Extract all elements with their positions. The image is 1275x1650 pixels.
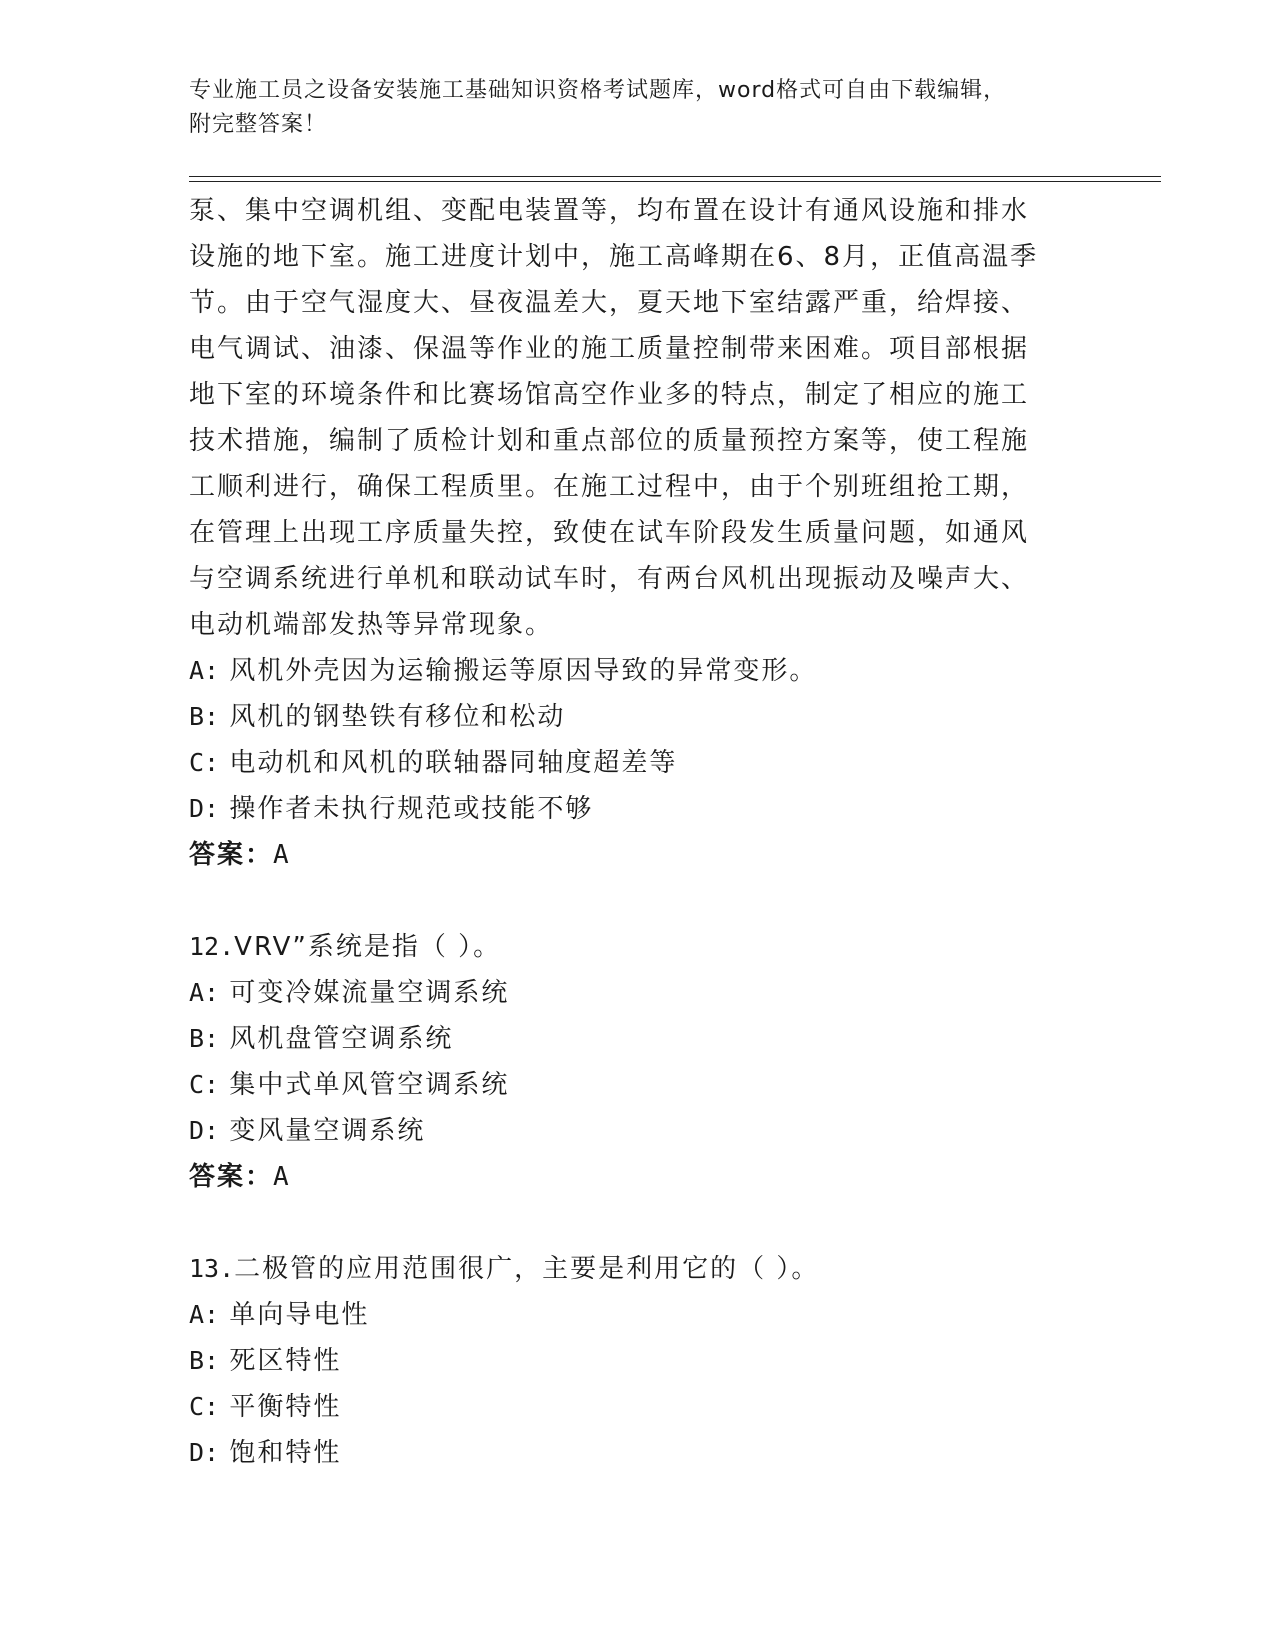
passage-line: 技术措施，编制了质检计划和重点部位的质量预控方案等，使工程施 xyxy=(189,426,1030,456)
option-text: 可变冷媒流量空调系统 xyxy=(229,978,510,1008)
option-key: A: xyxy=(189,1300,220,1329)
option-key: A: xyxy=(189,978,220,1007)
option-text: 单向导电性 xyxy=(229,1300,370,1330)
header-divider-top xyxy=(189,176,1161,177)
spacer xyxy=(189,878,1089,924)
option-key: C: xyxy=(189,1070,220,1099)
option-a xyxy=(189,970,1089,1016)
option-key: A: xyxy=(189,656,220,685)
answer-label: 答案： xyxy=(189,840,274,870)
option-text: 变风量空调系统 xyxy=(229,1116,426,1146)
option-c xyxy=(189,740,1089,786)
option-key: D: xyxy=(189,1116,220,1145)
passage-line: 与空调系统进行单机和联动试车时，有两台风机出现振动及噪声大、 xyxy=(189,564,1030,594)
option-key: B: xyxy=(189,1346,220,1375)
option-text: 风机盘管空调系统 xyxy=(229,1024,454,1054)
option-key: D: xyxy=(189,1438,220,1467)
option-key: B: xyxy=(189,1024,220,1053)
option-b xyxy=(189,1016,1089,1062)
question-12 xyxy=(189,924,1089,970)
option-text: 平衡特性 xyxy=(229,1392,342,1422)
passage-line: 泵、集中空调机组、变配电装置等，均布置在设计有通风设施和排水 xyxy=(189,196,1030,226)
passage-line: 电动机端部发热等异常现象。 xyxy=(189,610,554,640)
document-body xyxy=(189,188,1089,1476)
option-key: C: xyxy=(189,1392,220,1421)
option-a xyxy=(189,1292,1089,1338)
passage-line: 节。由于空气湿度大、昼夜温差大，夏天地下室结露严重，给焊接、 xyxy=(189,288,1030,318)
header-divider-bottom xyxy=(189,181,1161,182)
option-text: 电动机和风机的联轴器同轴度超差等 xyxy=(229,748,678,778)
option-key: B: xyxy=(189,702,220,731)
option-key: C: xyxy=(189,748,220,777)
option-b xyxy=(189,694,1089,740)
answer-value: A xyxy=(273,1162,291,1192)
passage-line: 地下室的环境条件和比赛场馆高空作业多的特点，制定了相应的施工 xyxy=(189,380,1030,410)
question-stem: 二极管的应用范围很广，主要是利用它的（ ）。 xyxy=(234,1254,820,1284)
question-passage xyxy=(189,188,1089,648)
header-line-2: 附完整答案！ xyxy=(189,112,328,137)
option-text: 死区特性 xyxy=(229,1346,342,1376)
passage-line: 设施的地下室。施工进度计划中，施工高峰期在6、8月，正值高温季 xyxy=(189,242,1039,272)
header-line-1: 专业施工员之设备安装施工基础知识资格考试题库，word格式可自由下载编辑， xyxy=(189,78,1007,103)
answer-line xyxy=(189,832,1089,878)
spacer xyxy=(189,1200,1089,1246)
passage-line: 在管理上出现工序质量失控，致使在试车阶段发生质量问题，如通风 xyxy=(189,518,1030,548)
option-text: 操作者未执行规范或技能不够 xyxy=(229,794,594,824)
question-number: 12. xyxy=(189,932,235,961)
passage-line: 工顺利进行，确保工程质里。在施工过程中，由于个别班组抢工期， xyxy=(189,472,1030,502)
option-text: 饱和特性 xyxy=(229,1438,342,1468)
option-text: 集中式单风管空调系统 xyxy=(229,1070,510,1100)
answer-label: 答案： xyxy=(189,1162,274,1192)
option-b xyxy=(189,1338,1089,1384)
answer-line xyxy=(189,1154,1089,1200)
option-key: D: xyxy=(189,794,220,823)
option-d xyxy=(189,1108,1089,1154)
question-13 xyxy=(189,1246,1089,1292)
question-number: 13. xyxy=(189,1254,235,1283)
passage-line: 电气调试、油漆、保温等作业的施工质量控制带来困难。项目部根据 xyxy=(189,334,1030,364)
option-c xyxy=(189,1384,1089,1430)
option-a xyxy=(189,648,1089,694)
option-text: 风机的钢垫铁有移位和松动 xyxy=(229,702,566,732)
option-c xyxy=(189,1062,1089,1108)
option-text: 风机外壳因为运输搬运等原因导致的异常变形。 xyxy=(229,656,818,686)
option-d xyxy=(189,1430,1089,1476)
document-header xyxy=(189,74,1079,142)
question-stem: VRV”系统是指（ ）。 xyxy=(234,932,502,962)
answer-value: A xyxy=(273,840,291,870)
option-d xyxy=(189,786,1089,832)
